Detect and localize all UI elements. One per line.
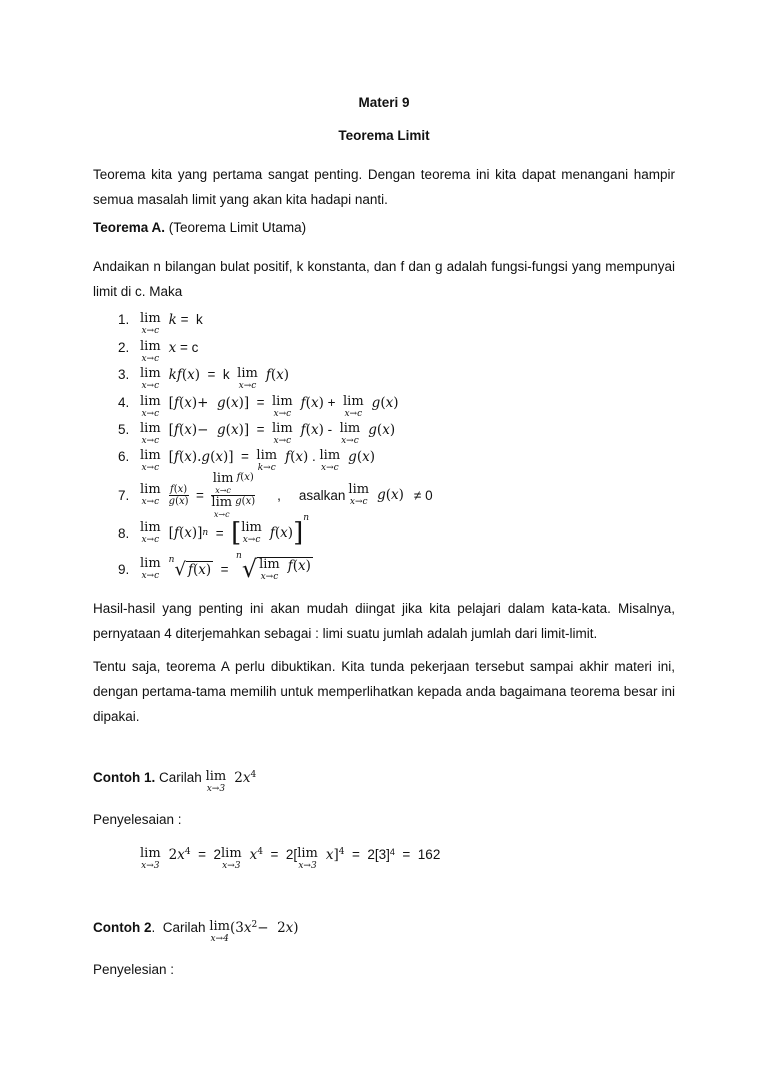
item-number: 7.: [118, 487, 130, 503]
condition-neq: ≠ 0: [413, 487, 433, 503]
example-2-heading: Contoh 2 . Carilah lim x→4 (3 x 2 − 2 x ): [93, 919, 299, 944]
item-number: 5.: [118, 422, 130, 437]
example-2-solution-label: Penyelesian :: [93, 962, 175, 977]
lim-operator: lim x→c: [140, 421, 161, 446]
lim-operator: lim x→c: [140, 366, 161, 391]
lim-operator: lim x→c: [140, 339, 161, 364]
theorem-list: [118, 312, 678, 587]
example-1-heading: Contoh 1. Carilah lim x→3 2 x 4: [93, 769, 257, 794]
theorem-item-2: 2. lim x→c x = c: [118, 339, 199, 364]
theorem-item-6: 6. lim x→c [ f ( x ). g ( x )] = lim k→c f ( x ) . lim x→c g ( x ): [118, 448, 376, 473]
item-number: 2.: [118, 340, 130, 355]
item-number: 9.: [118, 561, 130, 577]
example-1-solution: lim x→3 2 x 4 = 2 lim x→3 x 4 = 2[ lim x→3 x ] 4 = 2[3] 4 = 162: [140, 846, 441, 871]
lim-operator: lim x→c: [319, 448, 341, 473]
lim-operator: lim x→4: [209, 919, 230, 944]
lim-operator: lim x→c: [339, 421, 361, 446]
lim-operator: lim k→c: [256, 448, 278, 473]
lim-operator: lim x→c: [140, 482, 161, 507]
item-number: 8.: [118, 525, 130, 541]
theorem-heading: [93, 220, 306, 235]
lim-operator: lim x→3: [140, 846, 161, 871]
theorem-item-7: 7. lim x→c $\frac{f(x)}{g(x)}$ = lim x→c f ( x ) lim x→c g ( x ) , asalkan lim x→c g ( x ) ≠ 0: [118, 470, 433, 519]
example-1-solution-label: Penyelesaian :: [93, 812, 182, 827]
lim-operator: lim x→3: [205, 769, 227, 794]
lim-operator: lim x→c: [272, 421, 293, 446]
page-title: Teorema Limit: [338, 128, 430, 143]
item-rhs: = k: [176, 312, 203, 327]
intro-paragraph: Teorema kita yang pertama sangat penting. Dengan teorema ini kita dapat menangani hampir semua masalah limit yang akan kita hadapi nanti.: [93, 167, 675, 207]
page-subtitle: Materi 9: [358, 95, 410, 110]
theorem-name: (Teorema Limit Utama): [168, 220, 307, 235]
item-number: 6.: [118, 449, 130, 464]
assumption-paragraph: Andaikan n bilangan bulat positif, k konstanta, dan f dan g adalah fungsi-fungsi yang mempunyai limit di c. Maka: [93, 259, 675, 299]
fraction-rhs: lim x→c f ( x ) lim x→c g ( x ): [211, 470, 256, 519]
lim-operator: lim x→c: [259, 556, 280, 582]
example-1-label: Contoh 1.: [93, 770, 156, 785]
theorem-item-3: 3. lim x→c kf ( x ) = k lim x→c f ( x ): [118, 366, 290, 391]
lim-operator: lim x→c: [140, 448, 161, 473]
theorem-item-4: 4. lim x→c [ f ( x )+ g ( x )] = lim x→c f ( x ) + lim x→c g ( x ): [118, 394, 399, 419]
lim-operator: lim x→c: [140, 394, 161, 419]
item-number: 1.: [118, 312, 130, 327]
lim-operator: lim x→c: [140, 311, 161, 336]
item-number: 3.: [118, 367, 130, 382]
example-1-text: Carilah: [159, 770, 202, 785]
lim-operator: lim x→c: [237, 366, 258, 391]
theorem-item-9: 9. lim x→c n √ f(x) = n √ lim x→c f ( x ): [118, 551, 311, 583]
theorem-item-8: 8. lim x→c [ f ( x )] n = [ lim x→c f ( x ) ] n: [118, 513, 310, 548]
lim-operator: lim x→c: [241, 520, 262, 545]
item-rhs: = c: [176, 340, 199, 355]
fraction-lhs: $\frac{f(x)}{g(x)}$: [168, 483, 189, 507]
lim-operator: lim x→c: [272, 394, 293, 419]
example-2-label: Contoh 2: [93, 920, 152, 935]
theorem-item-1: 1. lim x→c k = k: [118, 311, 203, 336]
results-paragraph: Hasil-hasil yang penting ini akan mudah diingat jika kita pelajari dalam kata-kata. Misalnya, pernyataan 4 diterjemahkan sebagai : limi suatu jumlah adalah jumlah dari limit-limit.: [93, 601, 675, 641]
proof-paragraph: Tentu saja, teorema A perlu dibuktikan. Kita tunda pekerjaan tersebut sampai akhir materi ini, dengan pertama-tama memilih untuk memperlihatkan kepada anda bagaimana teorema besar ini dipakai.: [93, 659, 675, 724]
lim-operator: lim x→c: [348, 482, 370, 507]
lim-operator: lim x→3: [297, 846, 318, 871]
lim-operator: lim x→c: [343, 394, 364, 419]
example-1-result: 162: [417, 847, 441, 862]
theorem-label: Teorema A.: [93, 220, 166, 235]
condition-label: asalkan: [298, 487, 346, 503]
lim-operator: lim x→3: [221, 846, 242, 871]
theorem-item-5: 5. lim x→c [ f ( x )− g ( x )] = lim x→c f ( x ) - lim x→c g ( x ): [118, 421, 396, 446]
item-number: 4.: [118, 395, 130, 410]
lim-operator: lim x→c: [140, 556, 161, 581]
example-2-text: Carilah: [162, 920, 206, 935]
lim-operator: lim x→c: [140, 520, 161, 545]
